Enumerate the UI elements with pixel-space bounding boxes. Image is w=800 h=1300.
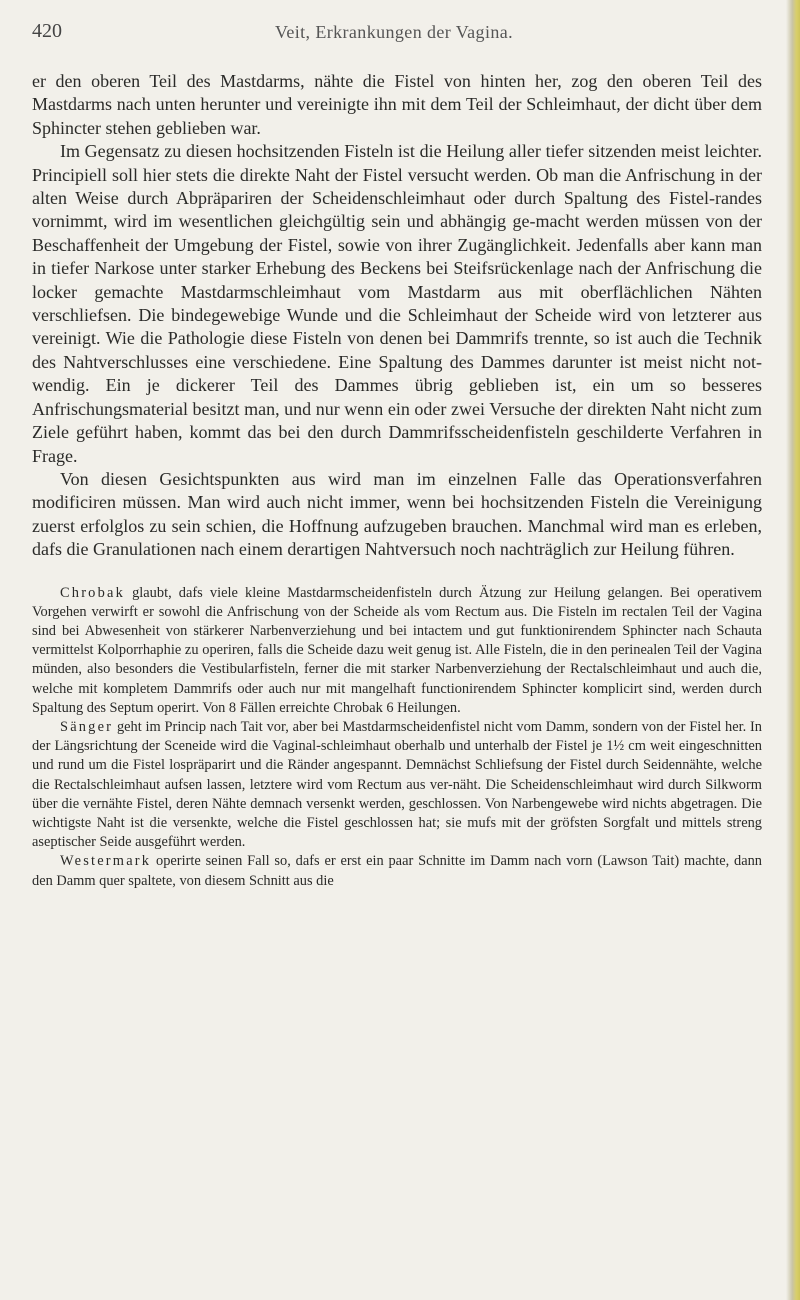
body-text — [32, 70, 762, 891]
author-name: Chrobak — [60, 584, 125, 601]
page-edge — [786, 0, 800, 1300]
small-paragraph-text: operirte seinen Fall so, dafs er erst ein paar Schnitte im Damm nach vorn (Lawson Tait) machte, dann den Damm quer spaltete, von diesem Schnitt aus die — [32, 853, 762, 889]
paragraph: er den oberen Teil des Mastdarms, nähte die Fistel von hinten her, zog den oberen Teil des Mastdarms nach unten herunter und vereinigte ihn mit dem Teil der Schleimhaut, der dicht über dem Sphincter stehen geblieben war. — [32, 71, 762, 138]
small-paragraph — [32, 852, 762, 890]
page-number: 420 — [32, 20, 62, 42]
running-head: Veit, Erkrankungen der Vagina. — [274, 22, 514, 42]
small-paragraph-text: glaubt, dafs viele kleine Mastdarmscheidenfisteln durch Ätzung zur Heilung gelangen. Bei operativem Vorgehen verwirft er sowohl die Anfrischung von der Scheide als vom Rectum aus. Die Fisteln im rectalen Teil der Vagina sind bei Abwesenheit von stärkerer Narbenverziehung und bei intactem und gut funktionirendem Sphincter nach Schauta vermittelst Kolporrhaphie zu operiren, falls die Scheide dazu weit genug ist. Alle Fisteln, die in den perinealen Teil der Vagina münden, also besonders die Vestibularfisteln, ferner die mit starker Narbenverziehung der Rectalschleimhaut und auch die, welche mit kompletem Dammrifs oder auch nur mit mangelhaft functionirendem Sphincter komplicirt sind, werden durch Spaltung des Septum operirt. Von 8 Fällen erreichte Chrobak 6 Heilungen. — [32, 584, 762, 716]
page-header — [22, 20, 766, 50]
small-paragraph — [32, 584, 762, 718]
small-paragraph — [32, 718, 762, 852]
small-print-section — [32, 584, 762, 891]
small-paragraph-text: geht im Princip nach Tait vor, aber bei Mastdarmscheidenfistel nicht vom Damm, sondern von der Fistel her. In der Längsrichtung der Sceneide wird die Vaginal-schleimhaut oberhalb und unterhalb der Fistel je 1½ cm weit eingeschnitten und rund um die Fistel lospräparirt und die Ränder angespannt. Demnächst Schliefsung der Fistel durch Seidennähte, welche die Rectalschleimhaut aufsen lassen, letztere wird vom Rectum aus ver-näht. Die Scheidenschleimhaut wird durch Silkworm über die vernähte Fistel, deren Nähte demnach versenkt werden, geschlossen. Von Narbengewebe wird nichts abgetragen. Die wichtigste Naht ist die versenkte, welche die Fistel geschlossen hat; sie mufs mit der gröfsten Sorgfalt und mittels streng aseptischer Seide ausgeführt werden. — [32, 718, 762, 851]
main-text — [32, 70, 762, 562]
author-name: Westermark — [60, 853, 152, 870]
author-name: Sänger — [60, 718, 114, 735]
paragraph: Im Gegensatz zu diesen hochsitzenden Fisteln ist die Heilung aller tiefer sitzenden meist leichter. Principiell soll hier stets die direkte Naht der Fistel versucht werden. Ob man die Anfrischung in der alten Weise durch Abpräpariren der Scheidenschleimhaut oder durch Spaltung des Fistel-randes vornimmt, wird im wesentlichen gleichgültig sein und abhängig ge-macht werden müssen von der Beschaffenheit der Umgebung der Fistel, sowie von ihrer Zugänglichkeit. Jedenfalls aber kann man in tiefer Narkose unter starker Erhebung des Beckens bei Steifsrückenlage nach der Anfrischung die locker gemachte Mastdarmschleimhaut vom Mastdarm aus mit oberflächlichen Nähten verschliefsen. Die bindegewebige Wunde und die Schleimhaut der Scheide wird von letzterer aus vereinigt. Wie die Pathologie diese Fisteln von denen bei Dammrifs trennte, so ist auch die Technik des Nahtverschlusses eine verschiedene. Eine Spaltung des Dammes darunter ist meist nicht not-wendig. Ein je dickerer Teil des Dammes übrig geblieben ist, ein um so besseres Anfrischungsmaterial besitzt man, und nur wenn ein oder zwei Versuche der direkten Naht nicht zum Ziele geführt haben, kommt das bei den durch Dammrifsscheidenfisteln geschilderte Verfahren in Frage. — [32, 141, 762, 466]
paragraph: Von diesen Gesichtspunkten aus wird man im einzelnen Falle das Operationsverfahren modificiren müssen. Man wird auch nicht immer, wenn bei hochsitzenden Fisteln die Vereinigung zuerst erfolglos zu sein schien, die Hoffnung aufzugeben brauchen. Manchmal wird man es erleben, dafs die Granulationen nach einem derartigen Nahtversuch noch nachträglich zur Heilung führen. — [32, 468, 762, 560]
